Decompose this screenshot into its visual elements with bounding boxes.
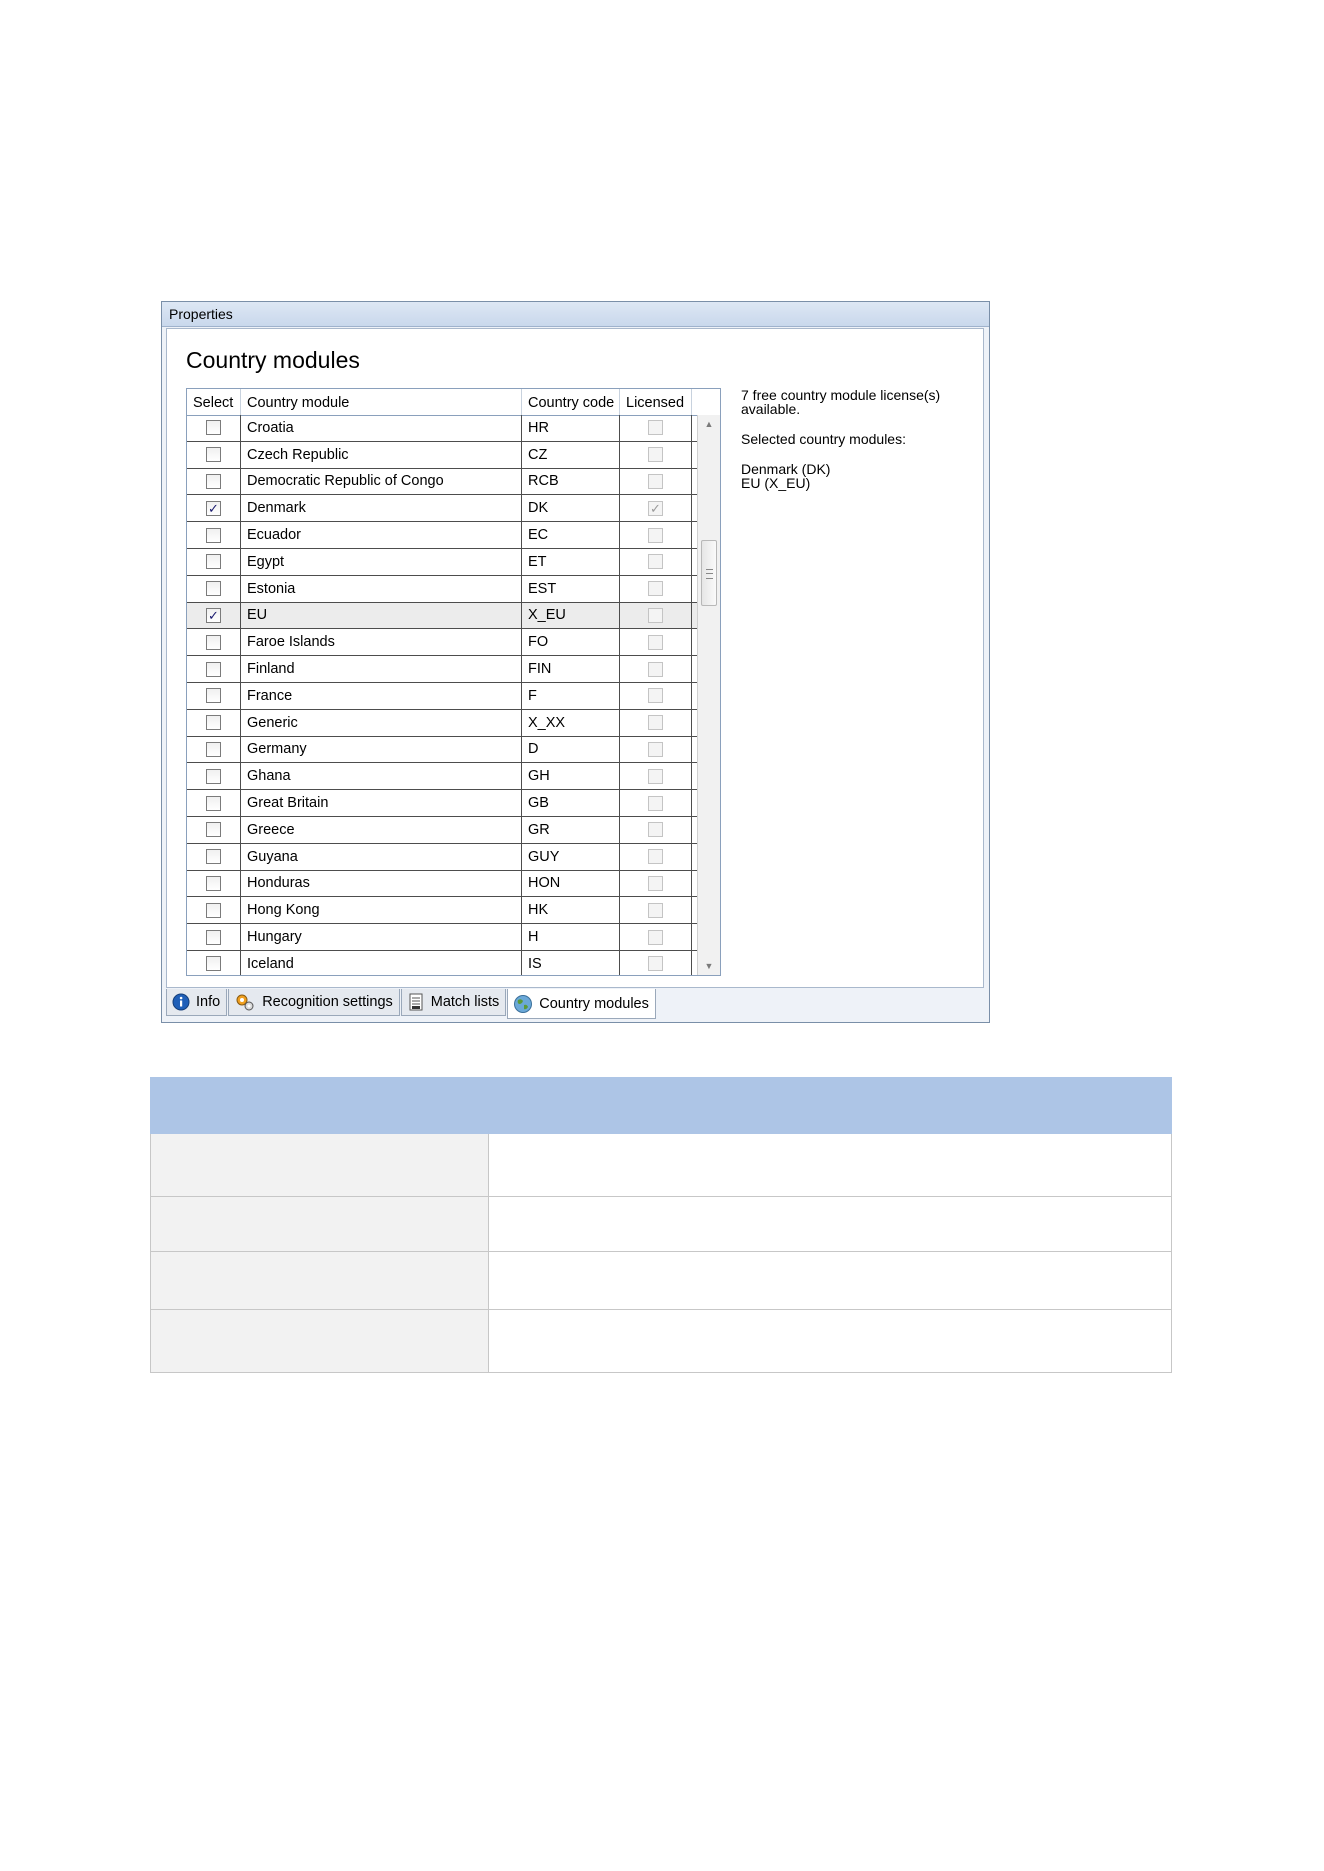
table-cell bbox=[151, 1252, 489, 1310]
select-cell bbox=[187, 442, 241, 468]
licensed-checkbox bbox=[648, 956, 663, 971]
licensed-cell bbox=[620, 710, 692, 736]
table-row[interactable] bbox=[187, 683, 697, 710]
select-checkbox[interactable] bbox=[206, 796, 221, 811]
scrollbar-thumb[interactable] bbox=[701, 540, 717, 606]
license-count-text: 7 free country module license(s) bbox=[741, 387, 941, 403]
licensed-checkbox bbox=[648, 635, 663, 650]
select-checkbox[interactable] bbox=[206, 956, 221, 971]
select-checkbox[interactable] bbox=[206, 554, 221, 569]
licensed-checkbox bbox=[648, 608, 663, 623]
select-cell bbox=[187, 549, 241, 575]
description-table bbox=[150, 1077, 1172, 1373]
country-module-name: Hong Kong bbox=[241, 897, 522, 923]
licensed-cell bbox=[620, 629, 692, 655]
select-cell bbox=[187, 817, 241, 843]
licensed-cell bbox=[620, 603, 692, 629]
country-module-name: Guyana bbox=[241, 844, 522, 870]
licensed-checkbox bbox=[648, 822, 663, 837]
select-checkbox[interactable] bbox=[206, 715, 221, 730]
country-module-name: France bbox=[241, 683, 522, 709]
table-row[interactable] bbox=[187, 415, 697, 442]
country-code: FO bbox=[522, 629, 620, 655]
licensed-checkbox bbox=[648, 474, 663, 489]
select-cell bbox=[187, 844, 241, 870]
select-cell bbox=[187, 603, 241, 629]
select-cell bbox=[187, 469, 241, 495]
select-checkbox[interactable] bbox=[206, 742, 221, 757]
table-row[interactable] bbox=[187, 522, 697, 549]
selected-module-item: EU (X_EU) bbox=[741, 475, 811, 491]
tab-info[interactable] bbox=[166, 989, 227, 1016]
table-row[interactable] bbox=[187, 656, 697, 683]
country-code: D bbox=[522, 737, 620, 763]
country-code: HK bbox=[522, 897, 620, 923]
table-row[interactable] bbox=[187, 763, 697, 790]
table-row bbox=[151, 1310, 1172, 1373]
tab-recognition-settings-label: Recognition settings bbox=[262, 994, 393, 1010]
select-checkbox[interactable] bbox=[206, 447, 221, 462]
country-module-name: Iceland bbox=[241, 951, 522, 976]
licensed-checkbox: ✓ bbox=[648, 501, 663, 516]
select-checkbox[interactable] bbox=[206, 876, 221, 891]
country-code: X_XX bbox=[522, 710, 620, 736]
properties-window bbox=[161, 301, 990, 1023]
country-module-name: Egypt bbox=[241, 549, 522, 575]
licensed-cell bbox=[620, 549, 692, 575]
licensed-checkbox bbox=[648, 903, 663, 918]
table-cell bbox=[151, 1197, 489, 1252]
table-row[interactable] bbox=[187, 442, 697, 469]
scroll-up-arrow-icon[interactable]: ▲ bbox=[704, 419, 714, 429]
column-header-spacer bbox=[692, 389, 720, 415]
select-checkbox[interactable] bbox=[206, 822, 221, 837]
table-header-cell bbox=[151, 1078, 489, 1134]
country-code: H bbox=[522, 924, 620, 950]
scroll-down-arrow-icon[interactable]: ▼ bbox=[704, 961, 714, 971]
table-cell bbox=[489, 1310, 1172, 1373]
select-checkbox[interactable] bbox=[206, 581, 221, 596]
tab-match-lists-label: Match lists bbox=[430, 994, 500, 1010]
select-checkbox[interactable] bbox=[206, 849, 221, 864]
tab-match-lists[interactable] bbox=[401, 989, 507, 1016]
table-cell bbox=[489, 1134, 1172, 1197]
select-checkbox[interactable] bbox=[206, 662, 221, 677]
table-row[interactable] bbox=[187, 924, 697, 951]
table-header-row bbox=[151, 1078, 1172, 1134]
select-cell bbox=[187, 576, 241, 602]
country-code: GB bbox=[522, 790, 620, 816]
properties-panel bbox=[166, 328, 984, 988]
country-code: GUY bbox=[522, 844, 620, 870]
country-module-name: Greece bbox=[241, 817, 522, 843]
licensed-checkbox bbox=[648, 742, 663, 757]
select-cell bbox=[187, 495, 241, 521]
select-cell bbox=[187, 522, 241, 548]
country-module-name: EU bbox=[241, 603, 522, 629]
select-cell bbox=[187, 683, 241, 709]
licensed-cell bbox=[620, 924, 692, 950]
table-row[interactable] bbox=[187, 871, 697, 898]
window-title: Properties bbox=[162, 302, 989, 327]
licensed-cell bbox=[620, 737, 692, 763]
grid-header bbox=[187, 389, 720, 416]
country-module-name: Croatia bbox=[241, 415, 522, 441]
select-cell bbox=[187, 871, 241, 897]
column-header-select[interactable]: Select bbox=[187, 389, 241, 415]
table-row[interactable] bbox=[187, 469, 697, 496]
country-code: X_EU bbox=[522, 603, 620, 629]
select-cell bbox=[187, 951, 241, 976]
country-module-name: Estonia bbox=[241, 576, 522, 602]
licensed-cell bbox=[620, 790, 692, 816]
select-checkbox[interactable] bbox=[206, 528, 221, 543]
table-row[interactable] bbox=[187, 951, 697, 976]
select-cell bbox=[187, 629, 241, 655]
licensed-cell bbox=[620, 683, 692, 709]
tab-country-modules[interactable] bbox=[507, 989, 656, 1019]
licensed-cell bbox=[620, 576, 692, 602]
table-cell bbox=[489, 1252, 1172, 1310]
tab-recognition-settings[interactable] bbox=[228, 989, 400, 1016]
table-row[interactable] bbox=[187, 576, 697, 603]
licensed-cell bbox=[620, 951, 692, 976]
country-code: EST bbox=[522, 576, 620, 602]
country-code: FIN bbox=[522, 656, 620, 682]
country-module-name: Generic bbox=[241, 710, 522, 736]
vertical-scrollbar[interactable] bbox=[697, 415, 720, 975]
country-code: GH bbox=[522, 763, 620, 789]
licensed-checkbox bbox=[648, 554, 663, 569]
licensed-cell bbox=[620, 871, 692, 897]
licensed-checkbox bbox=[648, 796, 663, 811]
country-module-name: Faroe Islands bbox=[241, 629, 522, 655]
country-code: DK bbox=[522, 495, 620, 521]
country-module-name: Germany bbox=[241, 737, 522, 763]
licensed-checkbox bbox=[648, 420, 663, 435]
country-module-name: Czech Republic bbox=[241, 442, 522, 468]
tab-country-modules-label: Country modules bbox=[539, 995, 649, 1012]
table-row[interactable] bbox=[187, 844, 697, 871]
select-cell bbox=[187, 897, 241, 923]
select-cell bbox=[187, 415, 241, 441]
licensed-cell bbox=[620, 415, 692, 441]
select-checkbox[interactable] bbox=[206, 903, 221, 918]
select-checkbox[interactable] bbox=[206, 769, 221, 784]
licensed-checkbox bbox=[648, 849, 663, 864]
licensed-checkbox bbox=[648, 876, 663, 891]
select-cell bbox=[187, 710, 241, 736]
licensed-cell bbox=[620, 817, 692, 843]
column-header-licensed[interactable]: Licensed bbox=[620, 389, 692, 415]
select-cell bbox=[187, 656, 241, 682]
licensed-checkbox bbox=[648, 715, 663, 730]
licensed-cell bbox=[620, 844, 692, 870]
licensed-checkbox bbox=[648, 447, 663, 462]
country-code: RCB bbox=[522, 469, 620, 495]
country-module-name: Democratic Republic of Congo bbox=[241, 469, 522, 495]
country-module-name: Finland bbox=[241, 656, 522, 682]
licensed-checkbox bbox=[648, 930, 663, 945]
licensed-cell bbox=[620, 442, 692, 468]
table-row[interactable] bbox=[187, 603, 697, 630]
licensed-cell bbox=[620, 656, 692, 682]
select-checkbox[interactable] bbox=[206, 420, 221, 435]
select-cell bbox=[187, 763, 241, 789]
table-cell bbox=[151, 1310, 489, 1373]
table-row[interactable] bbox=[187, 817, 697, 844]
select-cell bbox=[187, 924, 241, 950]
country-code: HON bbox=[522, 871, 620, 897]
license-count-text-cont: available. bbox=[741, 401, 801, 417]
licensed-checkbox bbox=[648, 528, 663, 543]
table-cell bbox=[151, 1134, 489, 1197]
page-title: Country modules bbox=[186, 347, 360, 373]
selected-module-item: Denmark (DK) bbox=[741, 461, 831, 477]
table-row[interactable] bbox=[187, 897, 697, 924]
country-module-name: Ecuador bbox=[241, 522, 522, 548]
select-cell bbox=[187, 737, 241, 763]
table-row[interactable] bbox=[187, 737, 697, 764]
licensed-checkbox bbox=[648, 662, 663, 677]
table-row bbox=[151, 1197, 1172, 1252]
selected-modules-label: Selected country modules: bbox=[741, 431, 906, 447]
country-code: GR bbox=[522, 817, 620, 843]
settings-gears-icon bbox=[234, 992, 256, 1012]
table-row bbox=[151, 1252, 1172, 1310]
country-module-name: Hungary bbox=[241, 924, 522, 950]
table-row[interactable] bbox=[187, 629, 697, 656]
select-checkbox[interactable] bbox=[206, 930, 221, 945]
country-modules-grid[interactable] bbox=[186, 388, 721, 976]
column-header-country-code[interactable]: Country code bbox=[522, 389, 620, 415]
info-icon bbox=[172, 993, 190, 1011]
table-row[interactable] bbox=[187, 549, 697, 576]
country-code: EC bbox=[522, 522, 620, 548]
table-row[interactable] bbox=[187, 790, 697, 817]
column-header-country-module[interactable]: Country module bbox=[241, 389, 522, 415]
country-module-name: Denmark bbox=[241, 495, 522, 521]
select-checkbox[interactable] bbox=[206, 474, 221, 489]
table-row[interactable] bbox=[187, 495, 697, 522]
table-row[interactable] bbox=[187, 710, 697, 737]
licensed-cell bbox=[620, 522, 692, 548]
licensed-checkbox bbox=[648, 581, 663, 596]
country-module-name: Honduras bbox=[241, 871, 522, 897]
country-code: CZ bbox=[522, 442, 620, 468]
licensed-cell bbox=[620, 495, 692, 521]
select-checkbox[interactable]: ✓ bbox=[206, 501, 221, 516]
country-module-name: Great Britain bbox=[241, 790, 522, 816]
country-code: IS bbox=[522, 951, 620, 976]
licensed-cell bbox=[620, 897, 692, 923]
licensed-cell bbox=[620, 469, 692, 495]
grid-rows bbox=[187, 415, 697, 976]
grip-icon bbox=[706, 569, 713, 579]
country-code: ET bbox=[522, 549, 620, 575]
license-summary bbox=[741, 388, 971, 490]
select-checkbox[interactable] bbox=[206, 688, 221, 703]
tab-info-label: Info bbox=[196, 994, 221, 1010]
tab-strip bbox=[166, 989, 984, 1019]
list-icon bbox=[407, 993, 425, 1011]
country-code: HR bbox=[522, 415, 620, 441]
licensed-checkbox bbox=[648, 769, 663, 784]
select-checkbox[interactable] bbox=[206, 635, 221, 650]
select-checkbox[interactable]: ✓ bbox=[206, 608, 221, 623]
table-header-cell bbox=[489, 1078, 1172, 1134]
select-cell bbox=[187, 790, 241, 816]
country-code: F bbox=[522, 683, 620, 709]
licensed-checkbox bbox=[648, 688, 663, 703]
table-row bbox=[151, 1134, 1172, 1197]
licensed-cell bbox=[620, 763, 692, 789]
globe-icon bbox=[513, 994, 533, 1014]
country-module-name: Ghana bbox=[241, 763, 522, 789]
table-cell bbox=[489, 1197, 1172, 1252]
